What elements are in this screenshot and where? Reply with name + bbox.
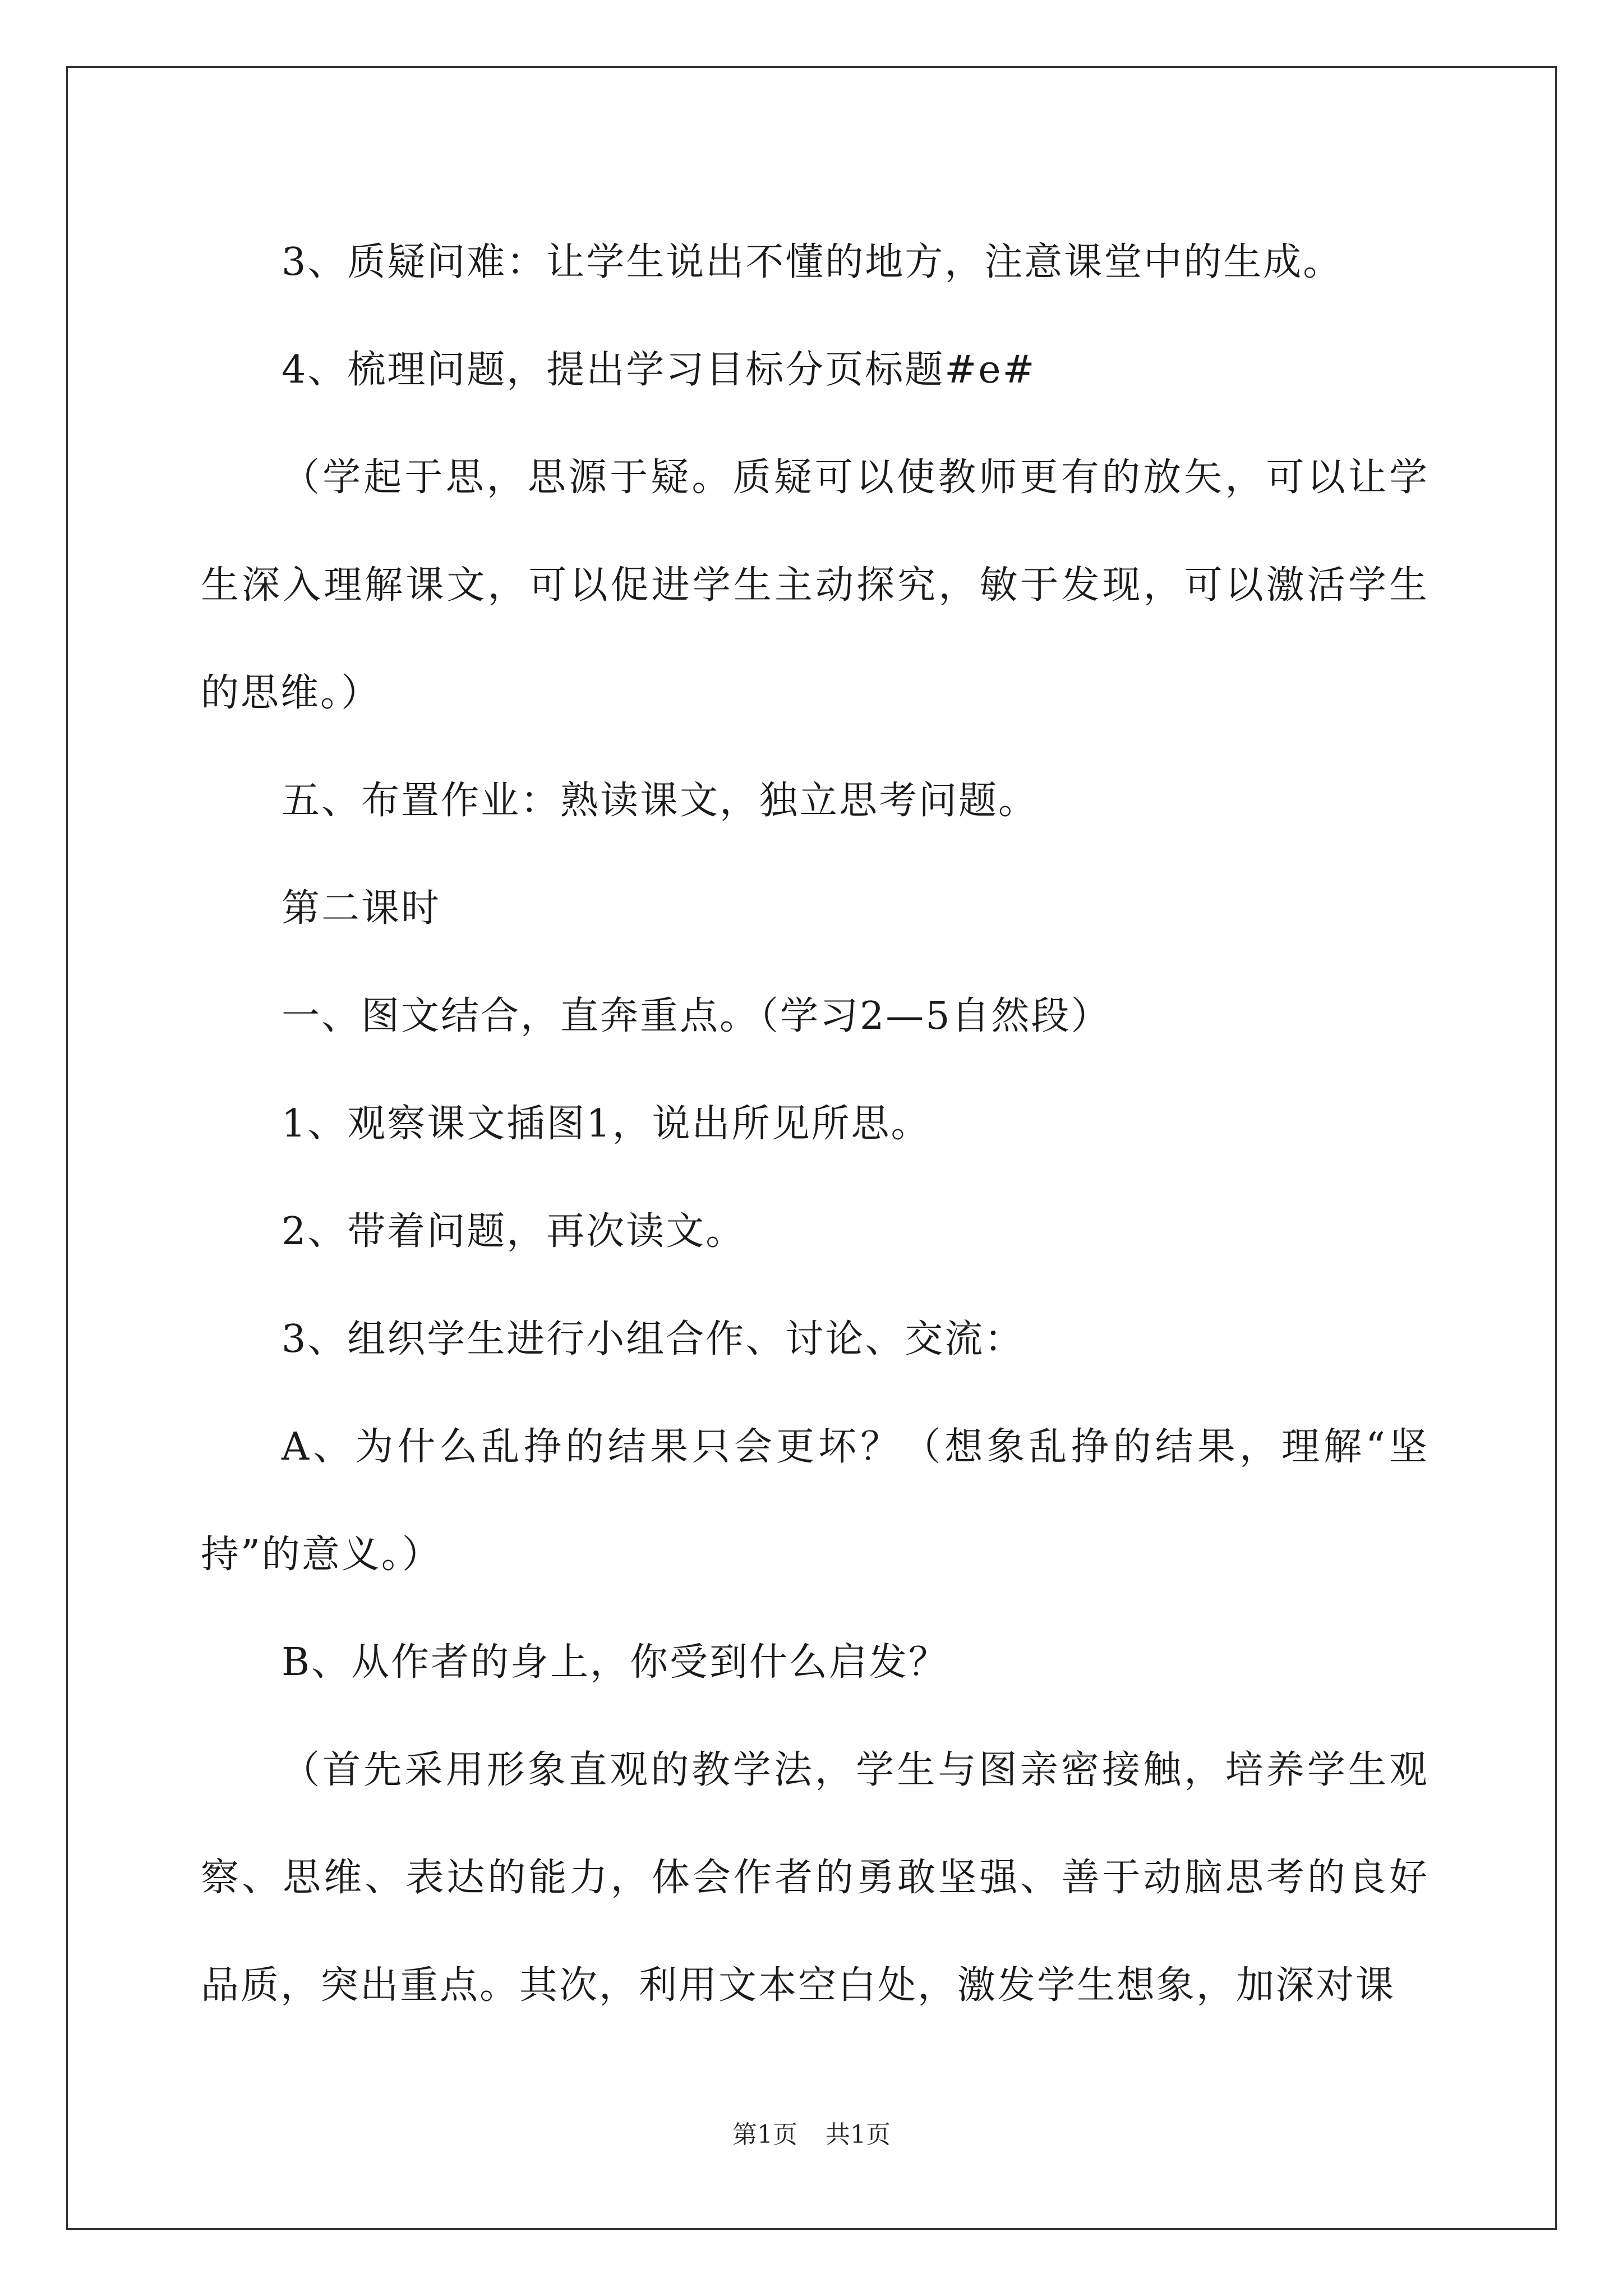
page-total: 共1页 [826,2120,891,2149]
paragraph: 3、质疑问难：让学生说出不懂的地方，注意课堂中的生成。 [282,240,1343,284]
paragraph: 3、组织学生进行小组合作、讨论、交流： [282,1317,1025,1361]
paragraph: B、从作者的身上，你受到什么启发？ [282,1640,948,1685]
paragraph: 4、梳理问题，提出学习目标分页标题#e# [282,348,1036,392]
paragraph: 五、布置作业：熟读课文，独立思考问题。 [282,779,1039,823]
paragraph: 一、图文结合，直奔重点。（学习2—5自然段） [282,994,1111,1038]
paragraph: 1、观察课文插图1，说出所见所思。 [282,1102,931,1146]
paragraph: A、为什么乱挣的结果只会更坏？（想象乱挣的结果，理解“坚持”的意义。） [201,1425,1429,1577]
page-footer [0,2118,1623,2152]
page-number: 第1页 [732,2120,797,2149]
paragraph: （学起于思，思源于疑。质疑可以使教师更有的放矢，可以让学生深入理解课文，可以促进学生主动探究，敏于发现，可以激活学生的思维。） [201,455,1429,715]
paragraph: 第二课时 [282,886,441,931]
document-body [201,209,1429,2040]
paragraph: 2、带着问题，再次读文。 [282,1209,746,1254]
paragraph: （首先采用形象直观的教学法，学生与图亲密接触，培养学生观察、思维、表达的能力，体会作者的勇敢坚强、善于动脑思考的良好品质，突出重点。其次，利用文本空白处，激发学生想象，加深对课 [201,1748,1429,2008]
